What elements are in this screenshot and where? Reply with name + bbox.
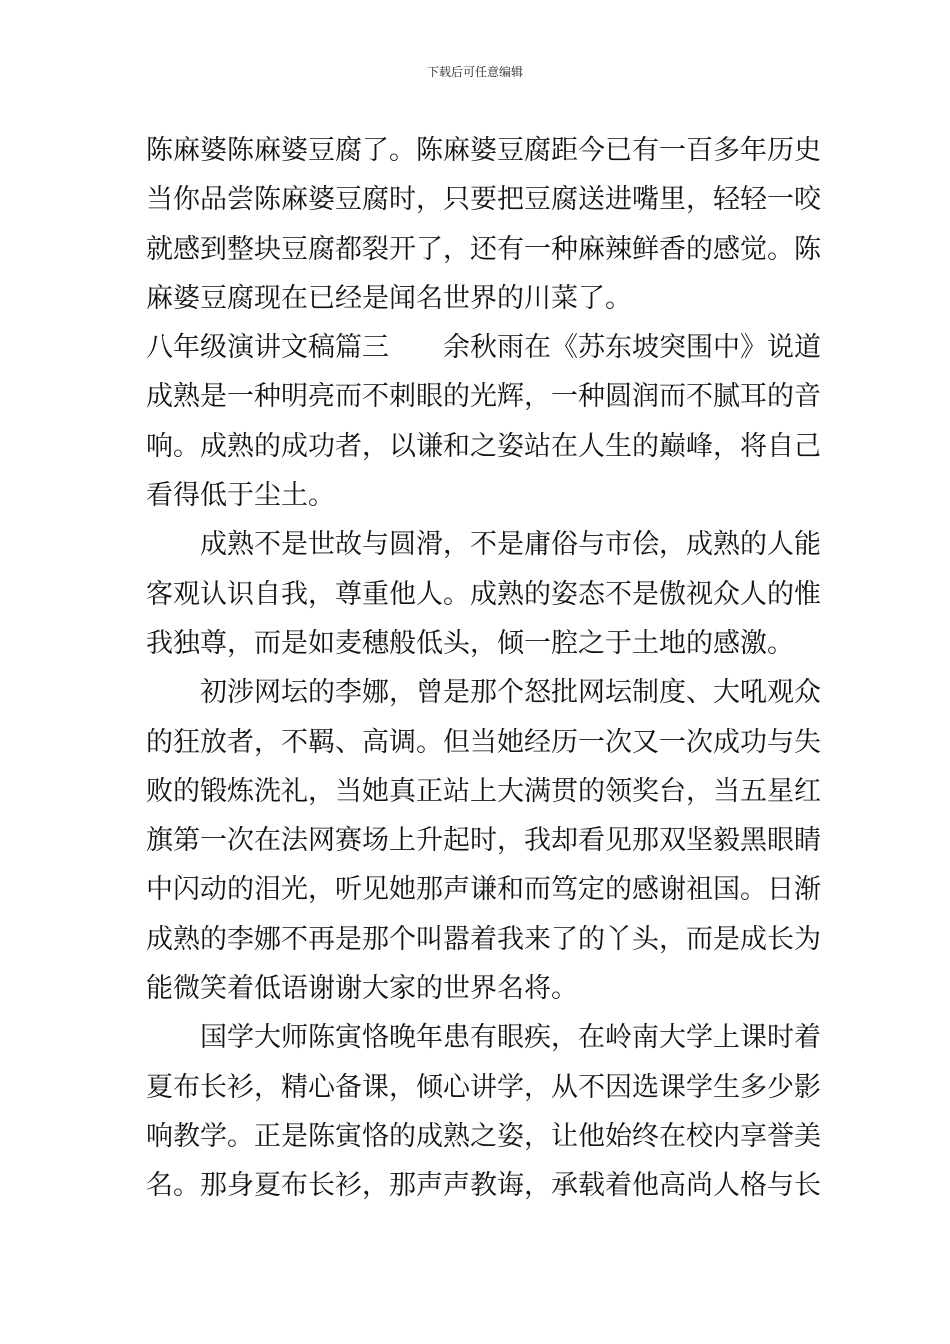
text-line: 响教学。正是陈寅恪的成熟之姿，让他始终在校内享誉美 — [146, 1120, 821, 1152]
body-text — [146, 126, 821, 1211]
section-heading-continuation: 余秋雨在《苏东坡突围中》说道 — [443, 332, 821, 364]
page-header: 下载后可任意编辑 — [426, 65, 523, 79]
text-line: 夏布长衫，精心备课，倾心讲学，从不因选课学生多少影 — [146, 1071, 821, 1103]
paragraph-first-line: 成熟不是世故与圆滑，不是庸俗与市侩，成熟的人能 — [200, 529, 821, 561]
paragraph-first-line: 初涉网坛的李娜，曾是那个怒批网坛制度、大吼观众 — [200, 677, 821, 709]
text-line: 就感到整块豆腐都裂开了，还有一种麻辣鲜香的感觉。陈 — [146, 233, 821, 265]
text-line: 旗第一次在法网赛场上升起时，我却看见那双坚毅黑眼睛 — [146, 825, 821, 857]
text-line: 败的锻炼洗礼，当她真正站上大满贯的领奖台，当五星红 — [146, 775, 821, 807]
text-line: 当你品尝陈麻婆豆腐时，只要把豆腐送进嘴里，轻轻一咬 — [146, 184, 821, 216]
text-line: 陈麻婆陈麻婆豆腐了。陈麻婆豆腐距今已有一百多年历史 — [146, 135, 821, 166]
text-line: 成熟的李娜不再是那个叫嚣着我来了的丫头，而是成长为 — [146, 923, 821, 955]
section-heading-line — [146, 323, 821, 372]
text-line: 成熟是一种明亮而不刺眼的光辉，一种圆润而不腻耳的音 — [146, 381, 821, 413]
text-line: 能微笑着低语谢谢大家的世界名将。 — [146, 973, 578, 1005]
section-heading: 八年级演讲文稿篇三 — [146, 332, 389, 364]
text-line: 名。那身夏布长衫，那声声教诲，承载着他高尚人格与长 — [146, 1170, 821, 1202]
text-line: 看得低于尘土。 — [146, 480, 335, 512]
text-line: 客观认识自我，尊重他人。成熟的姿态不是傲视众人的惟 — [146, 578, 821, 610]
text-line: 麻婆豆腐现在已经是闻名世界的川菜了。 — [146, 282, 632, 314]
text-line: 响。成熟的成功者，以谦和之姿站在人生的巅峰，将自己 — [146, 430, 821, 462]
paragraph-first-line: 国学大师陈寅恪晚年患有眼疾，在岭南大学上课时着 — [200, 1022, 821, 1054]
text-line: 中闪动的泪光，听见她那声谦和而笃定的感谢祖国。日渐 — [146, 874, 821, 906]
text-line: 的狂放者，不羁、高调。但当她经历一次又一次成功与失 — [146, 726, 821, 758]
text-line: 我独尊，而是如麦穗般低头，倾一腔之于土地的感激。 — [146, 627, 794, 659]
